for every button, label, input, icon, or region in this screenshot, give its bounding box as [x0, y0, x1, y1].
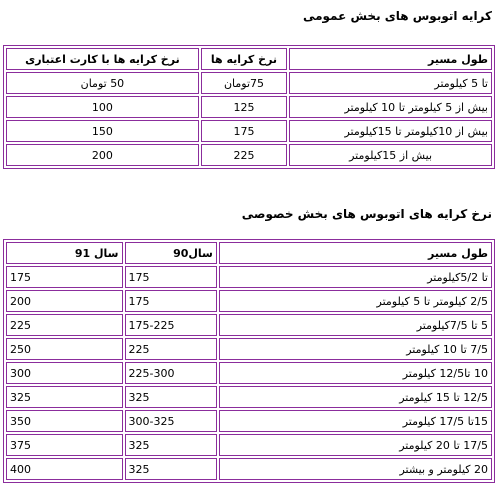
table-row — [6, 120, 492, 142]
cell-route: بیش از 10کیلومتر تا 15کیلومتر — [289, 120, 492, 142]
table-row — [6, 362, 492, 384]
table-row — [6, 266, 492, 288]
header-year-91: سال 91 — [6, 242, 123, 264]
cell-year-90: 325 — [125, 386, 217, 408]
cell-route: تا 5/2کیلومتر — [219, 266, 492, 288]
cell-fare: 225 — [201, 144, 287, 166]
header-fare-credit-card: نرخ کرایه ها با کارت اعتباری — [6, 48, 199, 70]
cell-route: 12/5 تا 15 کیلومتر — [219, 386, 492, 408]
table-row — [6, 72, 492, 94]
private-fares-title: نرخ کرایه های اتوبوس های بخش خصوصی — [241, 207, 492, 221]
private-fares-table — [3, 239, 495, 483]
cell-route: 10 تا12/5 کیلومتر — [219, 362, 492, 384]
cell-year-91: 325 — [6, 386, 123, 408]
cell-route: 20 کیلومتر و بیشتر — [219, 458, 492, 480]
public-fares-title: کرایه اتوبوس های بخش عمومی — [302, 9, 492, 23]
public-fares-table — [3, 45, 495, 169]
table-header-row — [6, 48, 492, 70]
cell-year-90: 325 — [125, 434, 217, 456]
cell-year-90: 225-300 — [125, 362, 217, 384]
cell-year-90: 175 — [125, 266, 217, 288]
cell-fare: 125 — [201, 96, 287, 118]
cell-year-90: 325 — [125, 458, 217, 480]
table-header-row — [6, 242, 492, 264]
cell-route: تا 5 کیلومتر — [289, 72, 492, 94]
cell-year-91: 175 — [6, 266, 123, 288]
cell-year-90: 300-325 — [125, 410, 217, 432]
cell-route: 7/5 تا 10 کیلومتر — [219, 338, 492, 360]
cell-year-90: 225 — [125, 338, 217, 360]
cell-year-90: 175-225 — [125, 314, 217, 336]
cell-card-fare: 100 — [6, 96, 199, 118]
cell-route: بیش از 15کیلومتر — [289, 144, 492, 166]
cell-route: 5 تا 7/5کیلومتر — [219, 314, 492, 336]
table-row — [6, 410, 492, 432]
table-row — [6, 96, 492, 118]
header-fare: نرخ کرایه ها — [201, 48, 287, 70]
cell-year-91: 350 — [6, 410, 123, 432]
cell-route: 2/5 کیلومتر تا 5 کیلومتر — [219, 290, 492, 312]
table-row — [6, 386, 492, 408]
cell-year-91: 200 — [6, 290, 123, 312]
cell-route: بیش از 5 کیلومتر تا 10 کیلومتر — [289, 96, 492, 118]
cell-year-91: 375 — [6, 434, 123, 456]
header-route-length: طول مسیر — [219, 242, 492, 264]
cell-card-fare: 50 تومان — [6, 72, 199, 94]
table-row — [6, 434, 492, 456]
cell-route: 15تا 17/5 کیلومتر — [219, 410, 492, 432]
cell-year-90: 175 — [125, 290, 217, 312]
table-row — [6, 314, 492, 336]
cell-card-fare: 200 — [6, 144, 199, 166]
cell-fare: 175 — [201, 120, 287, 142]
table-row — [6, 290, 492, 312]
header-year-90: سال90 — [125, 242, 217, 264]
cell-year-91: 225 — [6, 314, 123, 336]
cell-route: 17/5 تا 20 کیلومتر — [219, 434, 492, 456]
table-row — [6, 144, 492, 166]
header-route-length: طول مسیر — [289, 48, 492, 70]
cell-card-fare: 150 — [6, 120, 199, 142]
cell-year-91: 400 — [6, 458, 123, 480]
cell-year-91: 300 — [6, 362, 123, 384]
cell-year-91: 250 — [6, 338, 123, 360]
table-row — [6, 338, 492, 360]
table-row — [6, 458, 492, 480]
cell-fare: 75تومان — [201, 72, 287, 94]
